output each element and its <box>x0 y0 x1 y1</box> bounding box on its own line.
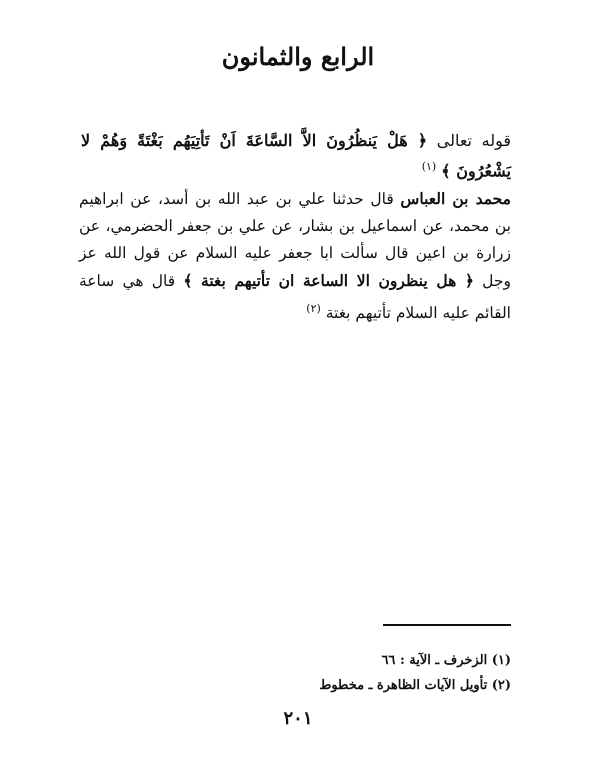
narration-text-1: قال حدثنا علي بن عبد الله بن أسد، عن ابراهيم بن محمد، عن اسماعيل بن بشار، عن علي بن جعفر الحضرمي، عن زرارة بن اعين قال سألت ابا جعفر عليه السلام عن قول الله عز وجل <box>79 190 511 290</box>
footnote-1: (١) الزخرف ـ الآية : ٦٦ <box>381 653 511 668</box>
verse-intro: قوله تعالى <box>436 131 511 150</box>
verse-paragraph <box>81 128 511 184</box>
footnote-divider <box>383 624 511 626</box>
narration-text-2: قال هي ساعة القائم عليه السلام تأتيهم بغتة <box>79 272 511 323</box>
quran-verse: ﴿ هَلْ يَنظُرُونَ الاَّ السَّاعَةَ اَنْ تَأتِيَهُم بَغْتَةً وَهُمْ لا يَشْعُرُونَ ﴾ <box>81 131 511 181</box>
footnote-2: (٢) تأويل الآيات الظاهرة ـ مخطوط <box>319 678 511 693</box>
footnote-marker-1: (١) <box>421 160 437 173</box>
section-heading: الرابع والثمانون <box>221 42 375 71</box>
narration-paragraph <box>79 185 511 327</box>
page-number: ٢٠١ <box>283 708 313 729</box>
narration-quran-quote: ﴿ هل ينظرون الا الساعة ان تأتيهم بغتة ﴾ <box>183 271 474 290</box>
footnotes <box>81 648 511 698</box>
footnote-marker-2: (٢) <box>306 302 321 315</box>
narrator-name: محمد بن العباس <box>400 189 511 208</box>
